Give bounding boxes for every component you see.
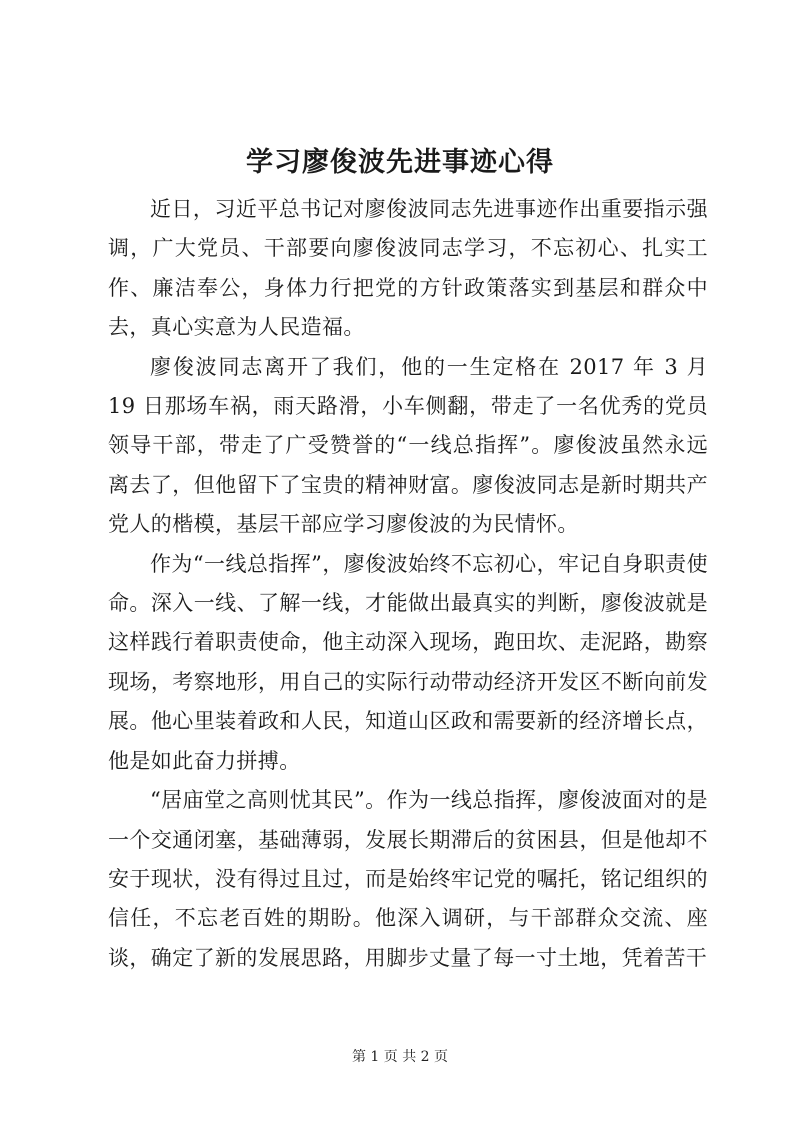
document-title: 学习廖俊波先进事迹心得 <box>246 147 554 178</box>
page-footer: 第 1 页 共 2 页 <box>351 1049 449 1065</box>
paragraph-4: “居庙堂之高则忧其民”。作为一线总指挥，廖俊波面对的是一个交通闭塞，基础薄弱，发展长期滞后的贫困县，但是他却不安于现状，没有得过且过，而是始终牢记党的嘱托，铭记组织的信任，不忘老百姓的期盼。他深入调研，与干部群众交流、座谈，确定了新的发展思路，用脚步丈量了每一寸土地，凭着苦干 <box>108 788 708 970</box>
paragraph-2: 廖俊波同志离开了我们，他的一生定格在 2017 年 3 月 19 日那场车祸，雨天路滑，小车侧翻，带走了一名优秀的党员领导干部，带走了广受赞誉的“一线总指挥”。廖俊波虽然永远离去了，但他留下了宝贵的精神财富。廖俊波同志是新时期共产党人的楷模，基层干部应学习廖俊波的为民情怀。 <box>108 354 708 537</box>
paragraph-1: 近日，习近平总书记对廖俊波同志先进事迹作出重要指示强调，广大党员、干部要向廖俊波同志学习，不忘初心、扎实工作、廉洁奉公，身体力行把党的方针政策落实到基层和群众中去，真心实意为人民造福。 <box>108 197 708 340</box>
document-body <box>108 190 708 978</box>
paragraph-3: 作为“一线总指挥”，廖俊波始终不忘初心，牢记自身职责使命。深入一线、了解一线，才能做出最真实的判断，廖俊波就是这样践行着职责使命，他主动深入现场，跑田坎、走泥路，勘察现场，考察地形，用自己的实际行动带动经济开发区不断向前发展。他心里装着政和人民，知道山区政和需要新的经济增长点，他是如此奋力拼搏。 <box>108 551 708 773</box>
